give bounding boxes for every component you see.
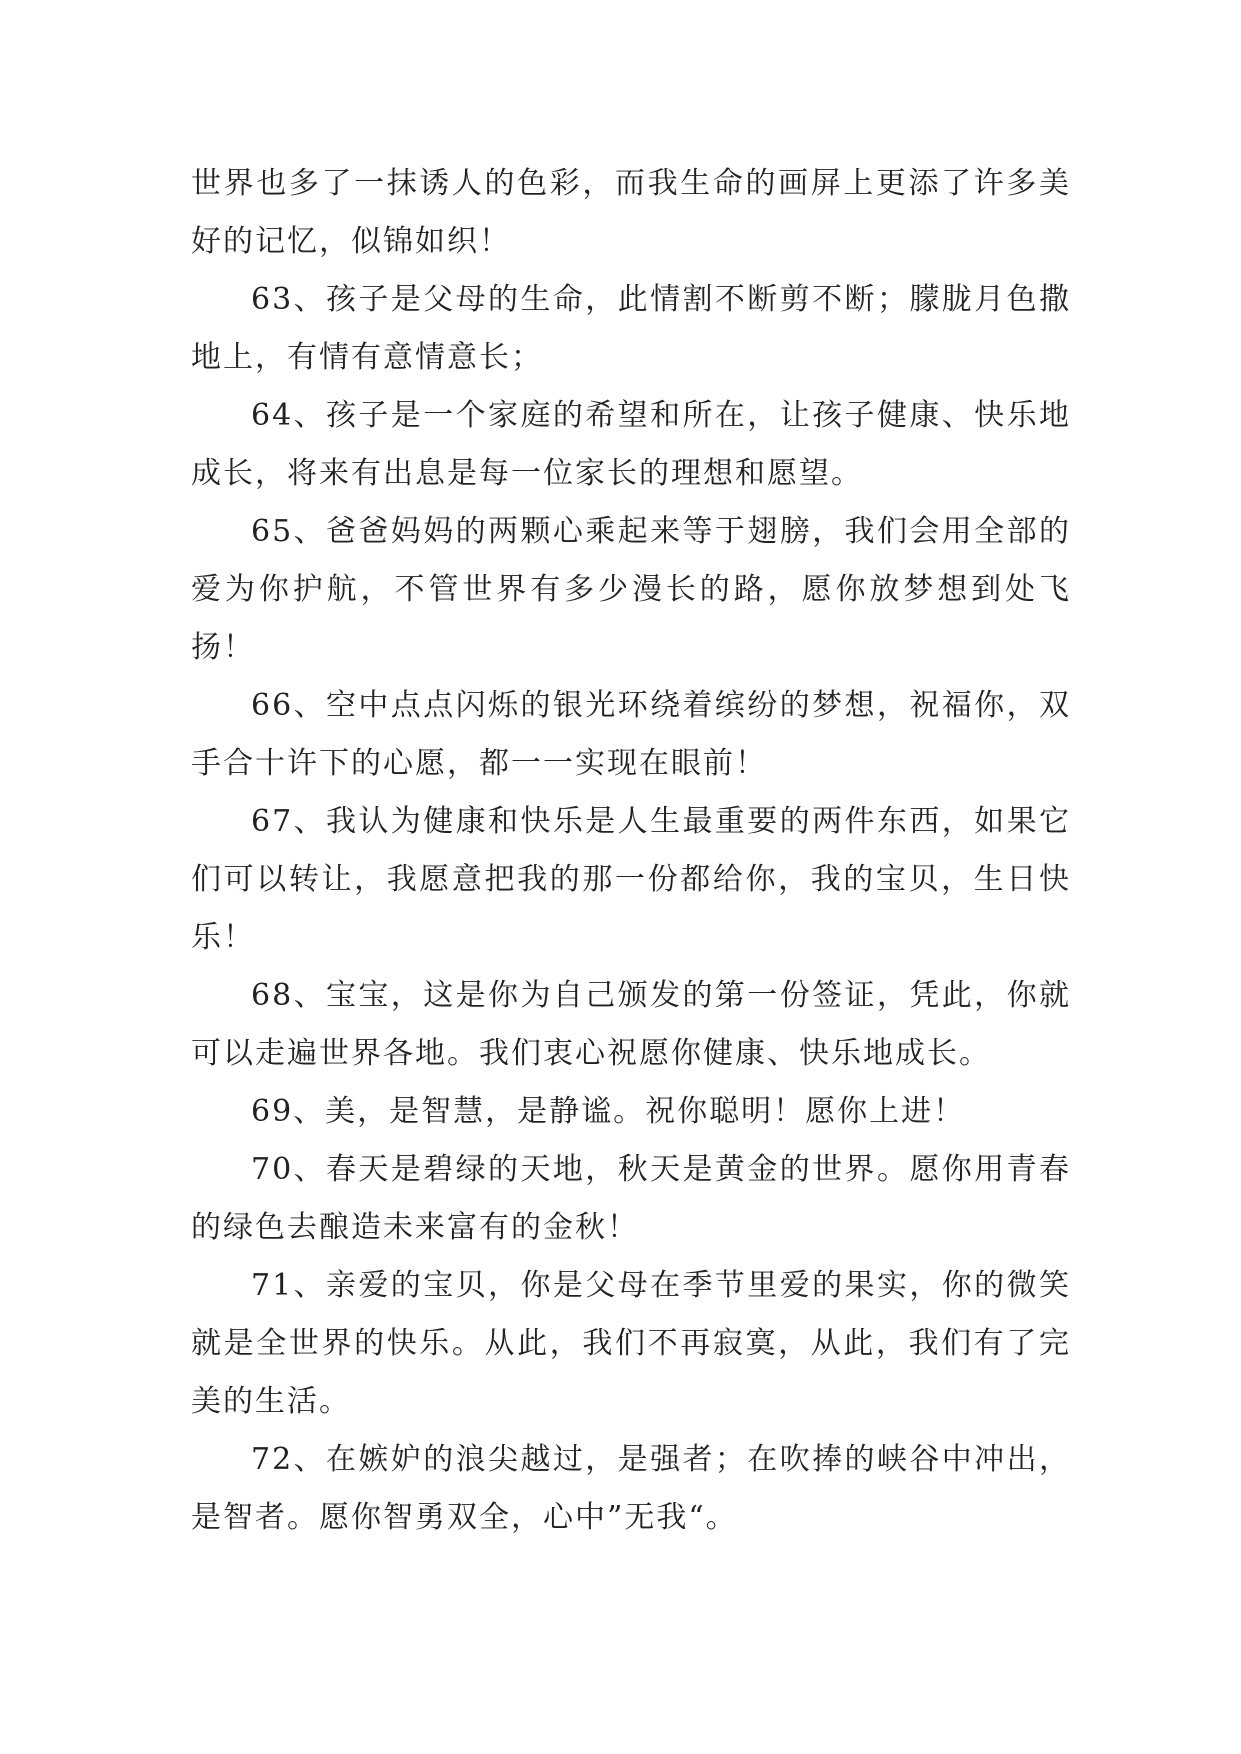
paragraph-70: 70、春天是碧绿的天地，秋天是黄金的世界。愿你用青春的绿色去酿造未来富有的金秋！ [191,1152,1071,1245]
paragraph-64: 64、孩子是一个家庭的希望和所在，让孩子健康、快乐地成长，将来有出息是每一位家长的理想和愿望。 [191,398,1071,491]
paragraph-68: 68、宝宝，这是你为自己颁发的第一份签证，凭此，你就可以走遍世界各地。我们衷心祝愿你健康、快乐地成长。 [191,978,1071,1071]
document-body [191,155,1071,1547]
paragraph-71: 71、亲爱的宝贝，你是父母在季节里爱的果实，你的微笑就是全世界的快乐。从此，我们不再寂寞，从此，我们有了完美的生活。 [191,1268,1071,1419]
paragraph-66: 66、空中点点闪烁的银光环绕着缤纷的梦想，祝福你，双手合十许下的心愿，都一一实现在眼前！ [191,688,1071,781]
paragraph-continuation: 世界也多了一抹诱人的色彩，而我生命的画屏上更添了许多美好的记忆，似锦如织！ [191,166,1071,259]
paragraph-72: 72、在嫉妒的浪尖越过，是强者；在吹捧的峡谷中冲出，是智者。愿你智勇双全，心中”无我“。 [191,1442,1071,1535]
paragraph-67: 67、我认为健康和快乐是人生最重要的两件东西，如果它们可以转让，我愿意把我的那一份都给你，我的宝贝，生日快乐！ [191,804,1071,955]
paragraph-63: 63、孩子是父母的生命，此情割不断剪不断；朦胧月色撒地上，有情有意情意长； [191,282,1071,375]
paragraph-69: 69、美，是智慧，是静谧。祝你聪明！愿你上进！ [251,1094,966,1129]
paragraph-65: 65、爸爸妈妈的两颗心乘起来等于翅膀，我们会用全部的爱为你护航，不管世界有多少漫长的路，愿你放梦想到处飞扬！ [191,514,1071,665]
